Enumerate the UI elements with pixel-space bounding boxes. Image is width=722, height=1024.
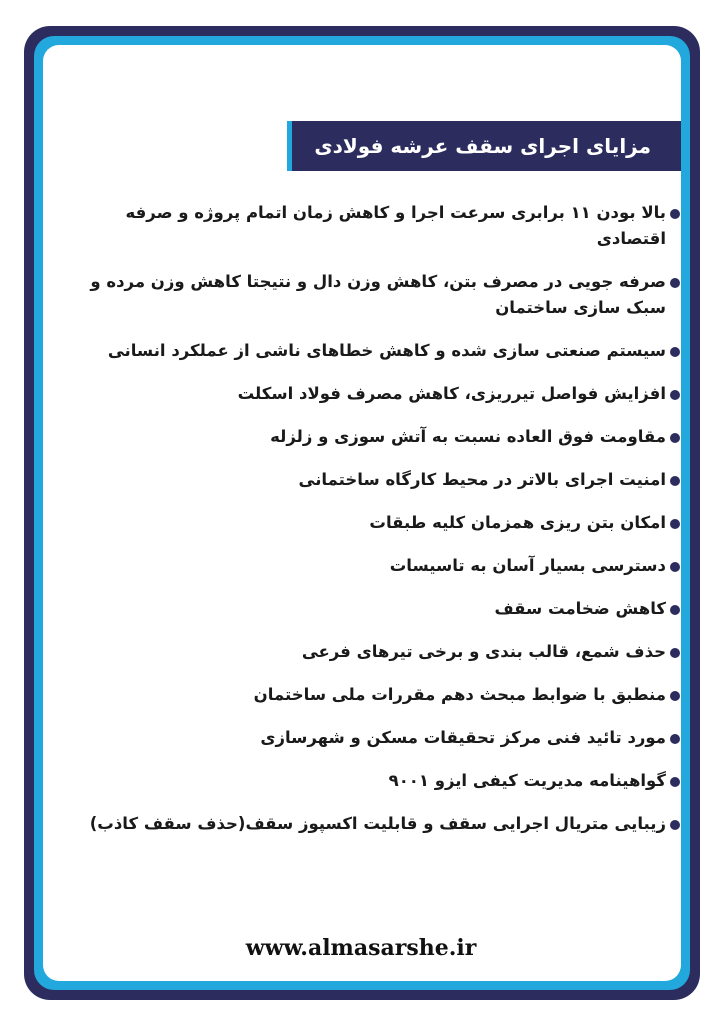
list-item-text: مقاومت فوق العاده نسبت به آتش سوزی و زلزله — [270, 427, 666, 446]
bullet-icon — [670, 390, 680, 400]
list-item — [80, 381, 680, 407]
list-item-text: امکان بتن ریزی همزمان کلیه طبقات — [369, 513, 666, 532]
list-item-text: امنیت اجرای بالاتر در محیط کارگاه ساختمانی — [298, 470, 666, 489]
list-item — [80, 467, 680, 493]
list-item — [80, 553, 680, 579]
bullet-icon — [670, 347, 680, 357]
list-item — [80, 269, 680, 321]
list-item — [80, 768, 680, 794]
title-banner — [287, 121, 681, 171]
benefits-list — [80, 200, 680, 854]
list-item — [80, 510, 680, 536]
list-item-text: صرفه جویی در مصرف بتن، کاهش وزن دال و نتیجتا کاهش وزن مرده و سبک سازی ساختمان — [90, 272, 666, 317]
bullet-icon — [670, 433, 680, 443]
bullet-icon — [670, 605, 680, 615]
list-item-text: کاهش ضخامت سقف — [494, 599, 666, 618]
bullet-icon — [670, 278, 680, 288]
bullet-icon — [670, 476, 680, 486]
list-item — [80, 338, 680, 364]
list-item-text: گواهینامه مدیریت کیفی ایزو ۹۰۰۱ — [388, 771, 666, 790]
list-item — [80, 682, 680, 708]
bullet-icon — [670, 519, 680, 529]
bullet-icon — [670, 820, 680, 830]
list-item-text: افزایش فواصل تیرریزی، کاهش مصرف فولاد اسکلت — [237, 384, 666, 403]
bullet-icon — [670, 562, 680, 572]
list-item — [80, 200, 680, 252]
website-url: www.almasarshe.ir — [245, 935, 477, 961]
list-item-text: دسترسی بسیار آسان به تاسیسات — [389, 556, 666, 575]
list-item — [80, 596, 680, 622]
bullet-icon — [670, 209, 680, 219]
bullet-icon — [670, 691, 680, 701]
bullet-icon — [670, 648, 680, 658]
list-item-text: مورد تائید فنی مرکز تحقیقات مسکن و شهرسازی — [260, 728, 666, 747]
list-item — [80, 639, 680, 665]
list-item-text: زیبایی متریال اجرایی سقف و قابلیت اکسپوز سقف(حذف سقف کاذب) — [89, 814, 666, 833]
list-item-text: حذف شمع، قالب بندی و برخی تیرهای فرعی — [301, 642, 666, 661]
list-item — [80, 424, 680, 450]
list-item — [80, 725, 680, 751]
bullet-icon — [670, 734, 680, 744]
page-title: مزایای اجرای سقف عرشه فولادی — [314, 134, 651, 158]
list-item-text: سیستم صنعتی سازی شده و کاهش خطاهای ناشی از عملکرد انسانی — [107, 341, 666, 360]
list-item-text: بالا بودن ۱۱ برابری سرعت اجرا و کاهش زمان اتمام پروژه و صرفه اقتصادی — [125, 203, 666, 248]
list-item-text: منطبق با ضوابط مبحث دهم مقررات ملی ساختمان — [253, 685, 666, 704]
list-item — [80, 811, 680, 837]
bullet-icon — [670, 777, 680, 787]
